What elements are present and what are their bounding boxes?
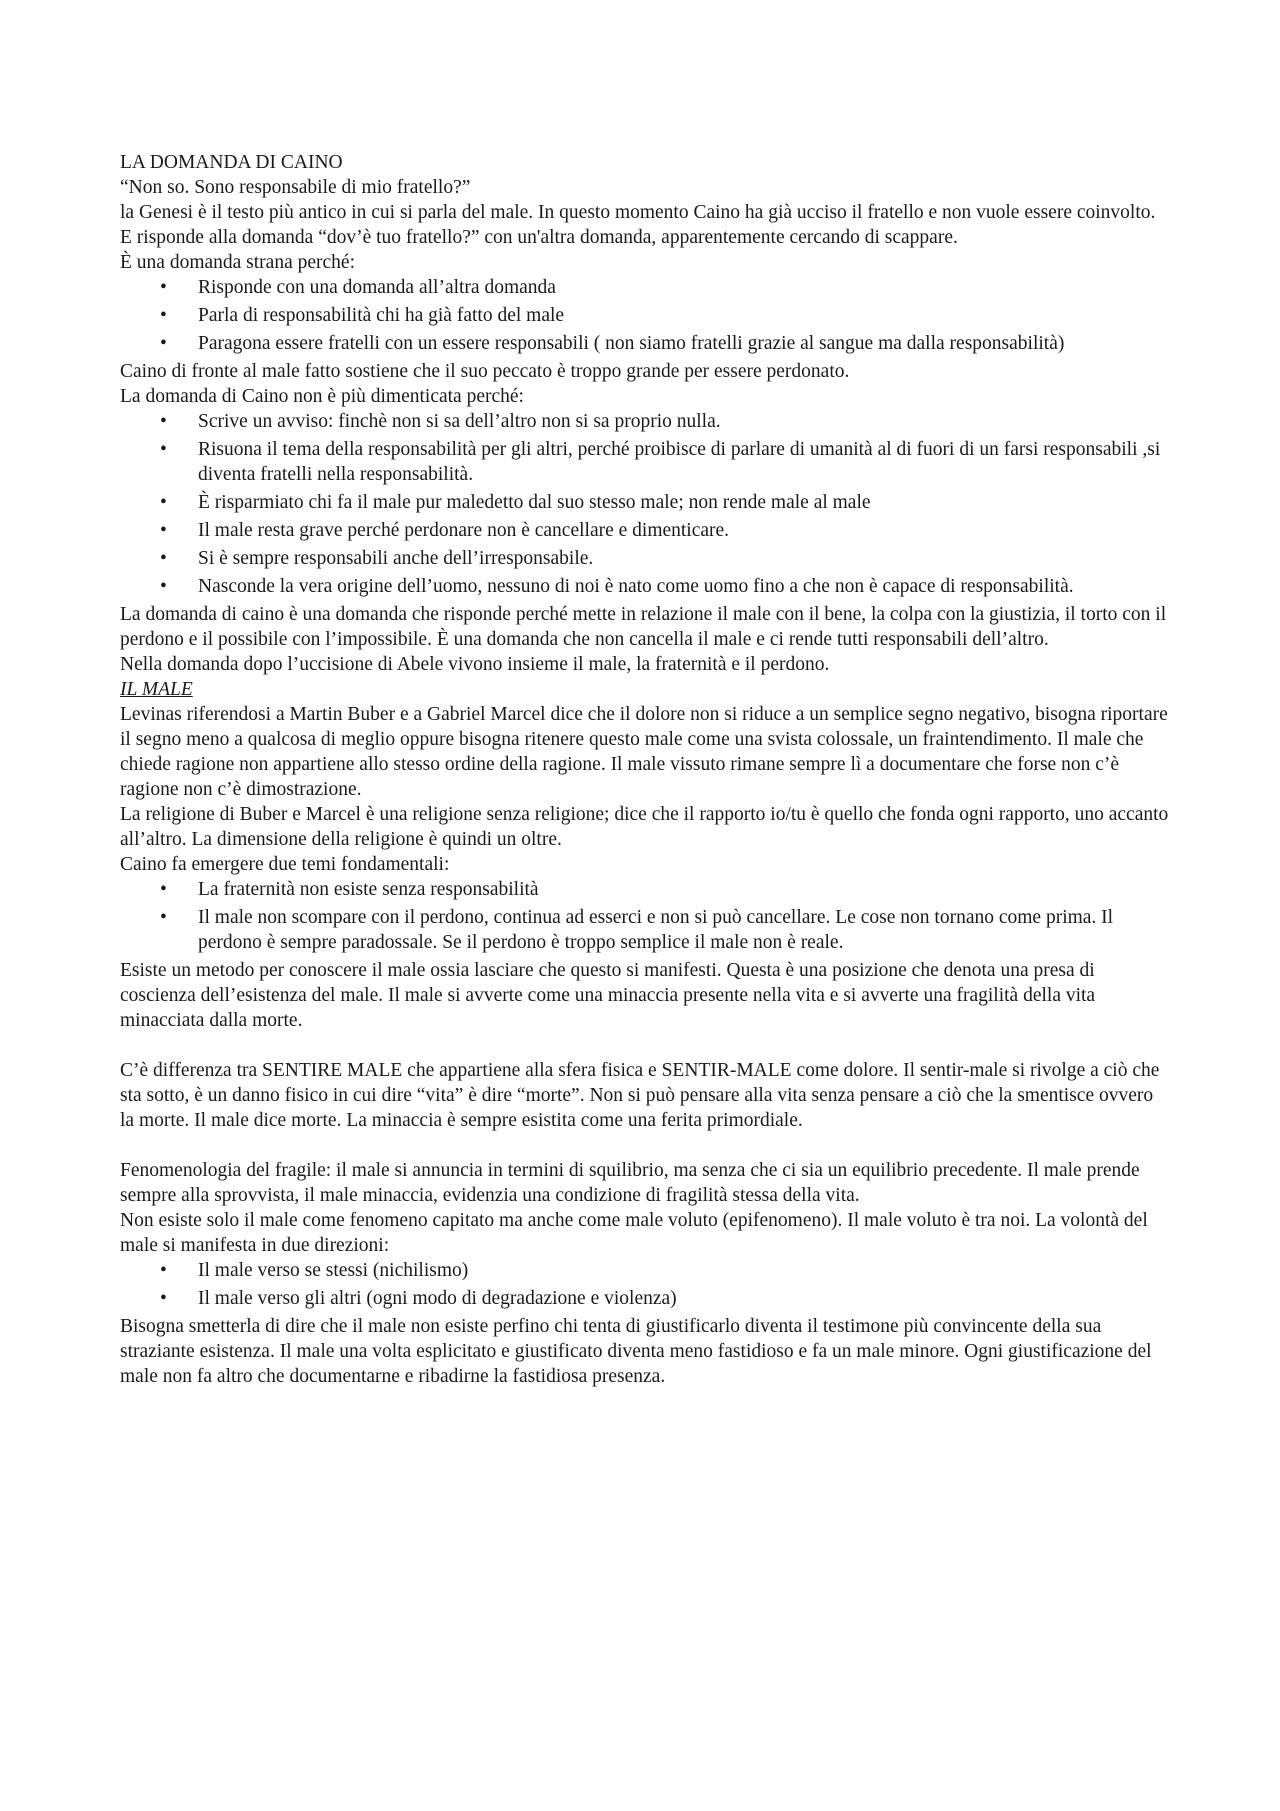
bullet-list	[120, 409, 1172, 599]
list-item	[120, 490, 1172, 515]
document-page	[120, 150, 1172, 1389]
paragraph-spacer	[120, 1033, 1172, 1058]
bullet-icon: •	[160, 277, 167, 298]
paragraph-spacer	[120, 1133, 1172, 1158]
list-item	[120, 275, 1172, 300]
bullet-icon: •	[160, 439, 167, 460]
paragraph: Caino fa emergere due temi fondamentali:	[120, 854, 450, 875]
paragraph: Bisogna smetterla di dire che il male non esiste perfino chi tenta di giustificarlo diventa il testimone più convincente della sua straziante esistenza. Il male una volta esplicitato e giustificato diventa meno fastidioso e fa un male minore. Ogni giustificazione del male non fa altro che documentarne e ribadirne la fastidiosa presenza.	[120, 1316, 1152, 1387]
paragraph: Esiste un metodo per conoscere il male ossia lasciare che questo si manifesti. Questa è una posizione che denota una presa di coscienza dell’esistenza del male. Il male si avverte come una minaccia presente nella vita e si avverte una fragilità della vita minacciata dalla morte.	[120, 960, 1096, 1031]
list-item	[120, 303, 1172, 328]
list-item	[120, 1286, 1172, 1311]
bullet-icon: •	[160, 305, 167, 326]
bullet-icon: •	[160, 492, 167, 513]
section-heading: IL MALE	[120, 679, 193, 700]
list-item	[120, 518, 1172, 543]
paragraph: È una domanda strana perché:	[120, 252, 355, 273]
list-item-text: Parla di responsabilità chi ha già fatto del male	[198, 305, 565, 326]
list-item-text: Il male non scompare con il perdono, continua ad esserci e non si può cancellare. Le cose non tornano come prima. Il perdono è sempre paradossale. Se il perdono è troppo semplice il male non è reale.	[198, 907, 1114, 953]
list-item-text: La fraternità non esiste senza responsabilità	[198, 879, 539, 900]
list-item	[120, 1258, 1172, 1283]
bullet-icon: •	[160, 1288, 167, 1309]
paragraph: La religione di Buber e Marcel è una religione senza religione; dice che il rapporto io/tu è quello che fonda ogni rapporto, uno accanto all’altro. La dimensione della religione è quindi un oltre.	[120, 804, 1169, 850]
paragraph: la Genesi è il testo più antico in cui si parla del male. In questo momento Caino ha già ucciso il fratello e non vuole essere coinvolto. E risponde alla domanda “dov’è tuo fratello?” con un'altra domanda, apparentemente cercando di scappare.	[120, 202, 1156, 248]
bullet-icon: •	[160, 907, 167, 928]
list-item	[120, 877, 1172, 902]
quote-paragraph: “Non so. Sono responsabile di mio fratello?”	[120, 177, 471, 198]
paragraph: Levinas riferendosi a Martin Buber e a Gabriel Marcel dice che il dolore non si riduce a un semplice segno negativo, bisogna riportare il segno meno a qualcosa di meglio oppure bisogna ritenere questo male come una svista colossale, un fraintendimento. Il male che chiede ragione non appartiene allo stesso ordine della ragione. Il male vissuto rimane sempre lì a documentare che forse non c’è ragione non c’è dimostrazione.	[120, 704, 1168, 800]
list-item-text: Il male verso se stessi (nichilismo)	[198, 1260, 469, 1281]
list-item-text: Risponde con una domanda all’altra domanda	[198, 277, 556, 298]
paragraph: Non esiste solo il male come fenomeno capitato ma anche come male voluto (epifenomeno). Il male voluto è tra noi. La volontà del male si manifesta in due direzioni:	[120, 1210, 1148, 1256]
bullet-icon: •	[160, 411, 167, 432]
bullet-icon: •	[160, 576, 167, 597]
bullet-icon: •	[160, 520, 167, 541]
bullet-list	[120, 877, 1172, 955]
list-item-text: Scrive un avviso: finchè non si sa dell’altro non si sa proprio nulla.	[198, 411, 721, 432]
bullet-icon: •	[160, 879, 167, 900]
list-item-text: Paragona essere fratelli con un essere responsabili ( non siamo fratelli grazie al sangue ma dalla responsabilità)	[198, 333, 1065, 354]
document-title: LA DOMANDA DI CAINO	[120, 152, 343, 173]
paragraph: Nella domanda dopo l’uccisione di Abele vivono insieme il male, la fraternità e il perdono.	[120, 654, 830, 675]
list-item-text: Si è sempre responsabili anche dell’irresponsabile.	[198, 548, 594, 569]
list-item-text: Il male verso gli altri (ogni modo di degradazione e violenza)	[198, 1288, 677, 1309]
list-item	[120, 574, 1172, 599]
list-item	[120, 546, 1172, 571]
paragraph: Caino di fronte al male fatto sostiene che il suo peccato è troppo grande per essere perdonato.	[120, 361, 850, 382]
paragraph: C’è differenza tra SENTIRE MALE che appartiene alla sfera fisica e SENTIR-MALE come dolore. Il sentir-male si rivolge a ciò che sta sotto, è un danno fisico in cui dire “vita” è dire “morte”. Non si può pensare alla vita senza pensare a ciò che la smentisce ovvero la morte. Il male dice morte. La minaccia è sempre esistita come una ferita primordiale.	[120, 1060, 1160, 1131]
list-item-text: Risuona il tema della responsabilità per gli altri, perché proibisce di parlare di umanità al di fuori di un farsi responsabili ,si diventa fratelli nella responsabilità.	[198, 439, 1161, 485]
bullet-list	[120, 275, 1172, 356]
list-item	[120, 331, 1172, 356]
paragraph: Fenomenologia del fragile: il male si annuncia in termini di squilibrio, ma senza che ci sia un equilibrio precedente. Il male prende sempre alla sprovvista, il male minaccia, evidenzia una condizione di fragilità stessa della vita.	[120, 1160, 1140, 1206]
bullet-list	[120, 1258, 1172, 1311]
list-item-text: Il male resta grave perché perdonare non è cancellare e dimenticare.	[198, 520, 730, 541]
list-item-text: Nasconde la vera origine dell’uomo, nessuno di noi è nato come uomo fino a che non è capace di responsabilità.	[198, 576, 1074, 597]
list-item-text: È risparmiato chi fa il male pur maledetto dal suo stesso male; non rende male al male	[198, 492, 871, 513]
bullet-icon: •	[160, 1260, 167, 1281]
paragraph: La domanda di caino è una domanda che risponde perché mette in relazione il male con il bene, la colpa con la giustizia, il torto con il perdono e il possibile con l’impossibile. È una domanda che non cancella il male e ci rende tutti responsabili dell’altro.	[120, 604, 1167, 650]
paragraph: La domanda di Caino non è più dimenticata perché:	[120, 386, 524, 407]
list-item	[120, 905, 1172, 955]
bullet-icon: •	[160, 333, 167, 354]
list-item	[120, 437, 1172, 487]
bullet-icon: •	[160, 548, 167, 569]
list-item	[120, 409, 1172, 434]
